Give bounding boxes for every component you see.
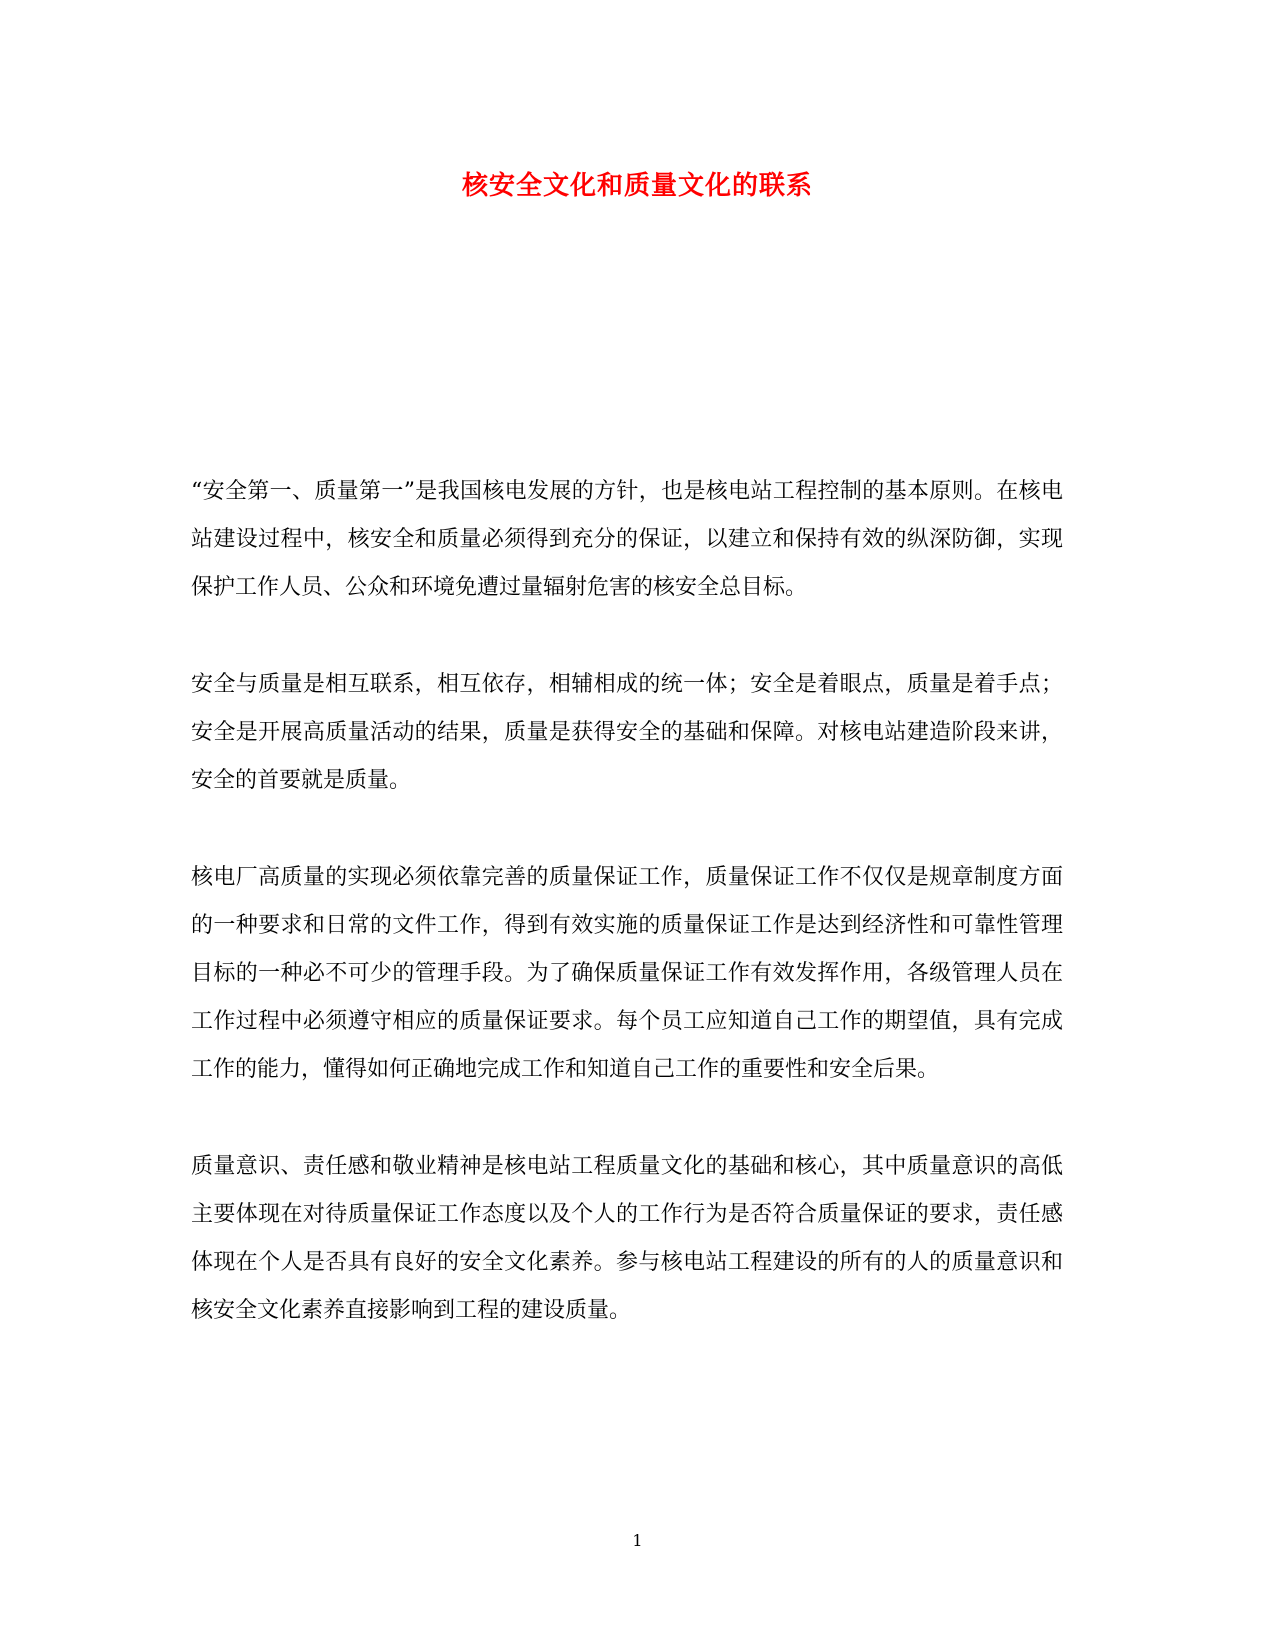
- document-body: [191, 468, 1063, 1384]
- paragraph-4: 质量意识、责任感和敬业精神是核电站工程质量文化的基础和核心，其中质量意识的高低主要体现在对待质量保证工作态度以及个人的工作行为是否符合质量保证的要求，责任感体现在个人是否具有良好的安全文化素养。参与核电站工程建设的所有的人的质量意识和核安全文化素养直接影响到工程的建设质量。: [191, 1154, 1063, 1323]
- document-title: 核安全文化和质量文化的联系: [461, 171, 813, 201]
- paragraph-2: 安全与质量是相互联系，相互依存，相辅相成的统一体；安全是着眼点，质量是着手点；安全是开展高质量活动的结果，质量是获得安全的基础和保障。对核电站建造阶段来讲，安全的首要就是质量。: [191, 672, 1063, 793]
- paragraph-3: 核电厂高质量的实现必须依靠完善的质量保证工作，质量保证工作不仅仅是规章制度方面的一种要求和日常的文件工作，得到有效实施的质量保证工作是达到经济性和可靠性管理目标的一种必不可少的管理手段。为了确保质量保证工作有效发挥作用，各级管理人员在工作过程中必须遵守相应的质量保证要求。每个员工应知道自己工作的期望值，具有完成工作的能力，懂得如何正确地完成工作和知道自己工作的重要性和安全后果。: [191, 865, 1063, 1082]
- page-number: 1: [632, 1531, 643, 1550]
- paragraph-1: “安全第一、质量第一”是我国核电发展的方针，也是核电站工程控制的基本原则。在核电站建设过程中，核安全和质量必须得到充分的保证，以建立和保持有效的纵深防御，实现保护工作人员、公众和环境免遭过量辐射危害的核安全总目标。: [191, 479, 1063, 600]
